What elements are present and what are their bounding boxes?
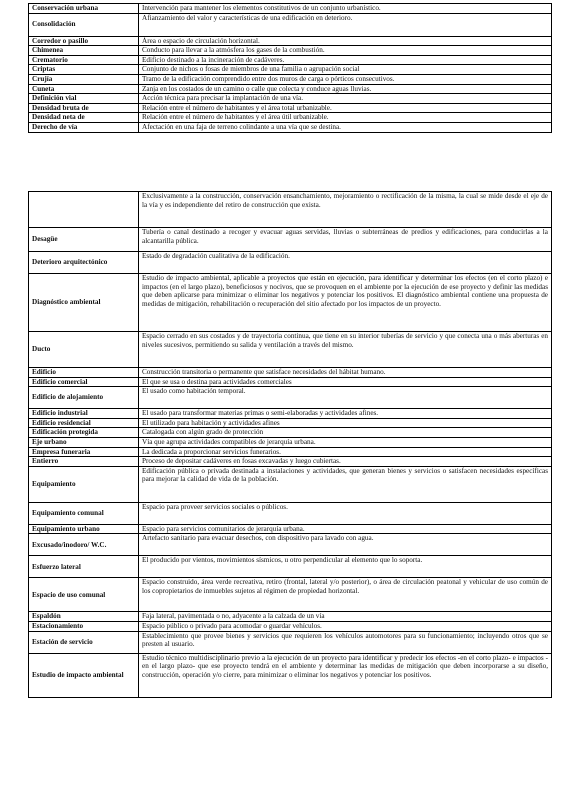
term-cell: Cuneta xyxy=(29,84,139,94)
definition-cell: Área o espacio de circulación horizontal. xyxy=(139,36,552,46)
term-cell: Espaldón xyxy=(29,612,139,622)
term-cell: Espacio de uso comunal xyxy=(29,578,139,612)
term-cell: Edificio industrial xyxy=(29,409,139,419)
definition-cell: Espacio construido, área verde recreativa, retiro (frontal, lateral y/o posterior), o área de circulación peatonal y vehicular de uso común de los copropietarios de inmuebles sujetos al régimen de propiedad horizontal. xyxy=(139,578,552,612)
term-cell xyxy=(29,192,139,228)
table-row xyxy=(29,192,552,228)
table-row xyxy=(29,534,552,556)
table-row xyxy=(29,332,552,368)
definition-cell: Exclusivamente a la construcción, conservación ensanchamiento, mejoramiento o rectificación de la misma, la cual se mide desde el eje de la vía y es independiente del retiro de construcción que exista. xyxy=(139,192,552,228)
term-cell: Estacionamiento xyxy=(29,621,139,631)
table-row xyxy=(29,409,552,419)
definition-cell: El usado como habitación temporal. xyxy=(139,387,552,409)
definition-cell: Espacio para proveer servicios sociales o públicos. xyxy=(139,502,552,524)
definition-cell: Espacio público o privado para acomodar o guardar vehículos. xyxy=(139,621,552,631)
term-cell: Entierro xyxy=(29,457,139,467)
term-cell: Eje urbano xyxy=(29,437,139,447)
definition-cell: Proceso de depositar cadáveres en fosas excavadas y luego cubiertas. xyxy=(139,457,552,467)
table-row xyxy=(29,556,552,578)
definition-cell: Afectación en una faja de terreno colindante a una vía que se destina. xyxy=(139,122,552,132)
term-cell: Edificación protegida xyxy=(29,428,139,438)
definition-cell: Edificación pública o privada destinada a instalaciones y actividades, que generan bienes y servicios o satisfacen necesidades específicas para mejorar la calidad de vida de la población. xyxy=(139,466,552,502)
term-cell: Edificio comercial xyxy=(29,377,139,387)
definition-cell: El producido por vientos, movimientos sísmicos, u otro perpendicular al elemento que lo soporta. xyxy=(139,556,552,578)
definition-cell: Espacio cerrado en sus costados y de trayectoria continua, que tiene en su interior tuberías de servicio y que conecta una o más aberturas en niveles sucesivos, permitiendo su salida y ventilación a través del mismo. xyxy=(139,332,552,368)
table-row xyxy=(29,94,552,104)
table-row xyxy=(29,252,552,274)
definition-cell: Conjunto de nichos o fosas de miembros de una familia o agrupación social xyxy=(139,65,552,75)
table-row xyxy=(29,46,552,56)
term-cell: Densidad neta de xyxy=(29,113,139,123)
definition-cell: Tramo de la edificación comprendido entre dos muros de carga o pórticos consecutivos. xyxy=(139,74,552,84)
table-row xyxy=(29,84,552,94)
table-row xyxy=(29,502,552,524)
term-cell: Derecho de vía xyxy=(29,122,139,132)
table-row xyxy=(29,428,552,438)
term-cell: Equipamiento xyxy=(29,466,139,502)
definition-cell: El usado para transformar materias primas o semi-elaboradas y actividades afines. xyxy=(139,409,552,419)
definition-cell: Espacio para servicios comunitarios de jerarquía urbana. xyxy=(139,524,552,534)
table-row xyxy=(29,368,552,378)
term-cell: Conservación urbana xyxy=(29,4,139,14)
definition-cell: Tubería o canal destinado a recoger y evacuar aguas servidas, lluvias o subterráneas de predios y edificaciones, para conducirlas a la alcantarilla pública. xyxy=(139,228,552,252)
table-row xyxy=(29,447,552,457)
term-cell: Edificio residencial xyxy=(29,418,139,428)
table-row xyxy=(29,653,552,697)
table-row xyxy=(29,418,552,428)
glossary-table-top xyxy=(28,3,552,133)
table-row xyxy=(29,631,552,653)
definition-cell: Estudio técnico multidisciplinario previo a la ejecución de un proyecto para identificar y predecir los efectos -en el corto plazo- e impactos - en el largo plazo- que ese proyecto tendrá en el ambiente y determinar las medidas de mitigación que deben incorporarse a su diseño, construcción, operación y/o cierre, para minimizar o eliminar los negativos y potenciar los positivos. xyxy=(139,653,552,697)
definition-cell: La dedicada a proporcionar servicios funerarios. xyxy=(139,447,552,457)
term-cell: Ducto xyxy=(29,332,139,368)
table-row xyxy=(29,13,552,36)
term-cell: Estudio de impacto ambiental xyxy=(29,653,139,697)
table-row xyxy=(29,578,552,612)
term-cell: Crujía xyxy=(29,74,139,84)
term-cell: Consolidación xyxy=(29,13,139,36)
term-cell: Criptas xyxy=(29,65,139,75)
definition-cell: Vía que agrupa actividades compatibles de jerarquía urbana. xyxy=(139,437,552,447)
definition-cell: Artefacto sanitario para evacuar desechos, con dispositivo para lavado con agua. xyxy=(139,534,552,556)
table-row xyxy=(29,377,552,387)
term-cell: Crematorio xyxy=(29,55,139,65)
term-cell: Densidad bruta de xyxy=(29,103,139,113)
table-row xyxy=(29,36,552,46)
term-cell: Edificio de alojamiento xyxy=(29,387,139,409)
table-row xyxy=(29,387,552,409)
table-row xyxy=(29,274,552,332)
definition-cell: Faja lateral, pavimentada o no, adyacente a la calzada de un vía xyxy=(139,612,552,622)
term-cell: Corredor o pasillo xyxy=(29,36,139,46)
definition-cell: Acción técnica para precisar la implantación de una vía. xyxy=(139,94,552,104)
glossary-table-bottom xyxy=(28,191,552,698)
table-row xyxy=(29,65,552,75)
term-cell: Estación de servicio xyxy=(29,631,139,653)
table-row xyxy=(29,55,552,65)
term-cell: Chimenea xyxy=(29,46,139,56)
definition-cell: El que se usa o destina para actividades comerciales xyxy=(139,377,552,387)
table-row xyxy=(29,621,552,631)
term-cell: Empresa funeraria xyxy=(29,447,139,457)
definition-cell: Relación entre el número de habitantes y el área total urbanizable. xyxy=(139,103,552,113)
term-cell: Equipamiento urbano xyxy=(29,524,139,534)
term-cell: Deterioro arquitectónico xyxy=(29,252,139,274)
definition-cell: Establecimiento que provee bienes y servicios que requieren los vehículos automotores para su funcionamiento; incluyendo otros que se presten al usuario. xyxy=(139,631,552,653)
term-cell: Esfuerzo lateral xyxy=(29,556,139,578)
term-cell: Desagüe xyxy=(29,228,139,252)
table-row xyxy=(29,4,552,14)
table-row xyxy=(29,122,552,132)
term-cell: Diagnóstico ambiental xyxy=(29,274,139,332)
definition-cell: Zanja en los costados de un camino o calle que colecta y conduce aguas lluvias. xyxy=(139,84,552,94)
table-row xyxy=(29,612,552,622)
definition-cell: Intervención para mantener los elementos constitutivos de un conjunto urbanístico. xyxy=(139,4,552,14)
table-row xyxy=(29,524,552,534)
definition-cell: Edificio destinado a la incineración de cadáveres. xyxy=(139,55,552,65)
definition-cell: Catalogada con algún grado de protección xyxy=(139,428,552,438)
definition-cell: Afianzamiento del valor y características de una edificación en deterioro. xyxy=(139,13,552,36)
definition-cell: Relación entre el número de habitantes y el área útil urbanizable. xyxy=(139,113,552,123)
term-cell: Edificio xyxy=(29,368,139,378)
table-row xyxy=(29,457,552,467)
table-row xyxy=(29,466,552,502)
definition-cell: El utilizado para habitación y actividades afines xyxy=(139,418,552,428)
term-cell: Excusado/inodoro/ W.C. xyxy=(29,534,139,556)
definition-cell: Estudio de impacto ambiental, aplicable a proyectos que están en ejecución, para identificar y determinar los efectos (en el corto plazo) e impactos (en el largo plazo), beneficiosos y nocivos, que se provoquen en el ambiente por la ejecución de ese proyecto y definir las medidas que deben aplicarse para minimizar o eliminar los negativos y potenciar los positivos. El diagnóstico ambiental contiene una propuesta de medidas de mitigación, rehabilitación o recuperación del sitio afectado por los impactos de un proyecto. xyxy=(139,274,552,332)
table-row xyxy=(29,437,552,447)
table-row xyxy=(29,228,552,252)
definition-cell: Conducto para llevar a la atmósfera los gases de la combustión. xyxy=(139,46,552,56)
table-row xyxy=(29,103,552,113)
table-row xyxy=(29,113,552,123)
definition-cell: Estado de degradación cualitativa de la edificación. xyxy=(139,252,552,274)
table-row xyxy=(29,74,552,84)
definition-cell: Construcción transitoria o permanente que satisface necesidades del hábitat humano. xyxy=(139,368,552,378)
term-cell: Definición vial xyxy=(29,94,139,104)
term-cell: Equipamiento comunal xyxy=(29,502,139,524)
